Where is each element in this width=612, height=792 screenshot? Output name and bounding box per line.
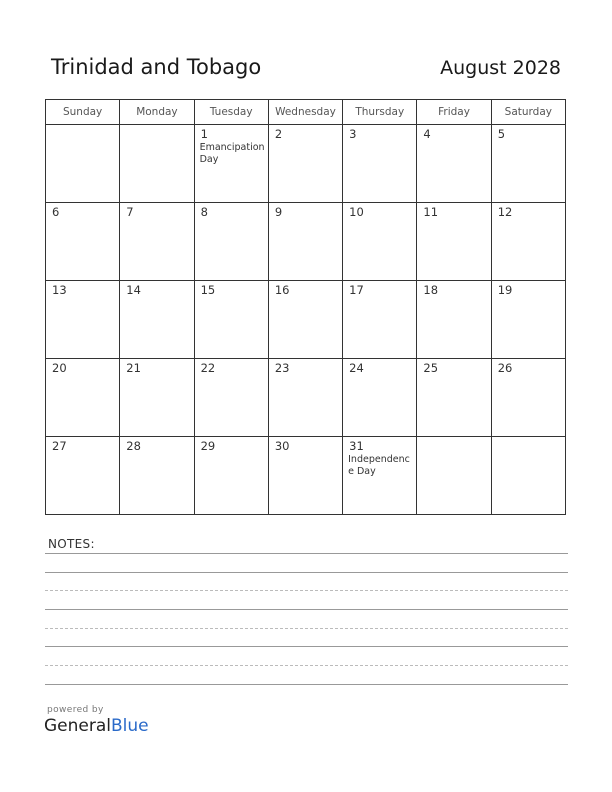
day-number: 20	[52, 361, 67, 375]
brand-general: General	[44, 716, 111, 736]
day-cell-15	[194, 281, 268, 359]
day-cell-5	[491, 125, 565, 203]
day-cell-13	[46, 281, 120, 359]
month-year-title: August 2028	[440, 57, 561, 79]
day-number: 3	[349, 127, 357, 141]
day-cell-20	[46, 359, 120, 437]
weekday-thursday: Thursday	[343, 100, 417, 125]
day-number: 31	[349, 439, 364, 453]
day-cell-22	[194, 359, 268, 437]
day-number: 1	[200, 127, 208, 141]
day-cell-10	[343, 203, 417, 281]
day-cell-27	[46, 437, 120, 515]
day-number: 21	[126, 361, 141, 375]
note-line	[45, 628, 568, 629]
day-number: 12	[497, 205, 513, 219]
powered-by-text: powered by	[47, 705, 104, 715]
day-cell-26	[491, 359, 565, 437]
day-cell-9	[268, 203, 342, 281]
empty-day-cell	[417, 437, 491, 515]
day-cell-7	[120, 203, 194, 281]
day-number: 5	[497, 127, 506, 141]
note-line	[45, 572, 568, 573]
weekday-wednesday: Wednesday	[268, 100, 342, 125]
day-number: 18	[423, 283, 439, 297]
notes-label: NOTES:	[48, 537, 95, 551]
day-number: 13	[52, 283, 67, 297]
day-cell-3	[343, 125, 417, 203]
day-cell-6	[46, 203, 120, 281]
day-cell-18	[417, 281, 491, 359]
weekday-saturday: Saturday	[491, 100, 565, 125]
day-number: 14	[126, 283, 141, 297]
day-number: 8	[200, 205, 208, 219]
week-row	[46, 203, 566, 281]
empty-day-cell	[491, 437, 565, 515]
weekday-header-row	[46, 100, 566, 125]
note-line	[45, 609, 568, 610]
note-line	[45, 553, 568, 554]
day-number: 19	[497, 283, 513, 297]
day-cell-8	[194, 203, 268, 281]
day-cell-29	[194, 437, 268, 515]
generalblue-logo	[44, 716, 149, 736]
week-row	[46, 125, 566, 203]
day-cell-24	[343, 359, 417, 437]
note-line	[45, 590, 568, 591]
calendar-grid	[45, 99, 566, 515]
day-number: 7	[126, 205, 134, 219]
empty-day-cell	[120, 125, 194, 203]
day-number: 2	[274, 127, 283, 141]
day-cell-31	[343, 437, 417, 515]
weekday-friday: Friday	[417, 100, 491, 125]
holiday-label: Independence Day	[348, 454, 410, 477]
day-cell-16	[268, 281, 342, 359]
day-number: 17	[349, 283, 364, 297]
day-number: 28	[126, 439, 141, 453]
day-cell-28	[120, 437, 194, 515]
day-number: 6	[52, 205, 60, 219]
day-cell-30	[268, 437, 342, 515]
day-cell-2	[268, 125, 342, 203]
week-row	[46, 281, 566, 359]
day-number: 11	[423, 205, 439, 219]
week-row	[46, 437, 566, 515]
day-cell-4	[417, 125, 491, 203]
day-cell-14	[120, 281, 194, 359]
empty-day-cell	[46, 125, 120, 203]
day-number: 26	[497, 361, 513, 375]
day-number: 15	[200, 283, 216, 297]
country-title: Trinidad and Tobago	[51, 55, 262, 79]
weekday-sunday: Sunday	[46, 100, 120, 125]
day-cell-1	[194, 125, 268, 203]
day-cell-19	[491, 281, 565, 359]
day-number: 25	[423, 361, 439, 375]
day-cell-12	[491, 203, 565, 281]
day-number: 16	[274, 283, 290, 297]
note-line	[45, 665, 568, 666]
holiday-label: Emancipation Day	[199, 142, 265, 165]
weekday-tuesday: Tuesday	[194, 100, 268, 125]
day-number: 10	[349, 205, 364, 219]
day-cell-21	[120, 359, 194, 437]
note-line	[45, 646, 568, 647]
day-cell-11	[417, 203, 491, 281]
week-row	[46, 359, 566, 437]
day-cell-25	[417, 359, 491, 437]
note-line	[45, 684, 568, 685]
day-cell-23	[268, 359, 342, 437]
day-number: 9	[274, 205, 283, 219]
day-number: 29	[200, 439, 216, 453]
day-cell-17	[343, 281, 417, 359]
day-number: 22	[200, 361, 216, 375]
day-number: 27	[52, 439, 67, 453]
day-number: 24	[349, 361, 364, 375]
weekday-monday: Monday	[120, 100, 194, 125]
day-number: 4	[423, 127, 431, 141]
brand-blue: Blue	[111, 716, 149, 736]
day-number: 23	[274, 361, 290, 375]
day-number: 30	[274, 439, 290, 453]
